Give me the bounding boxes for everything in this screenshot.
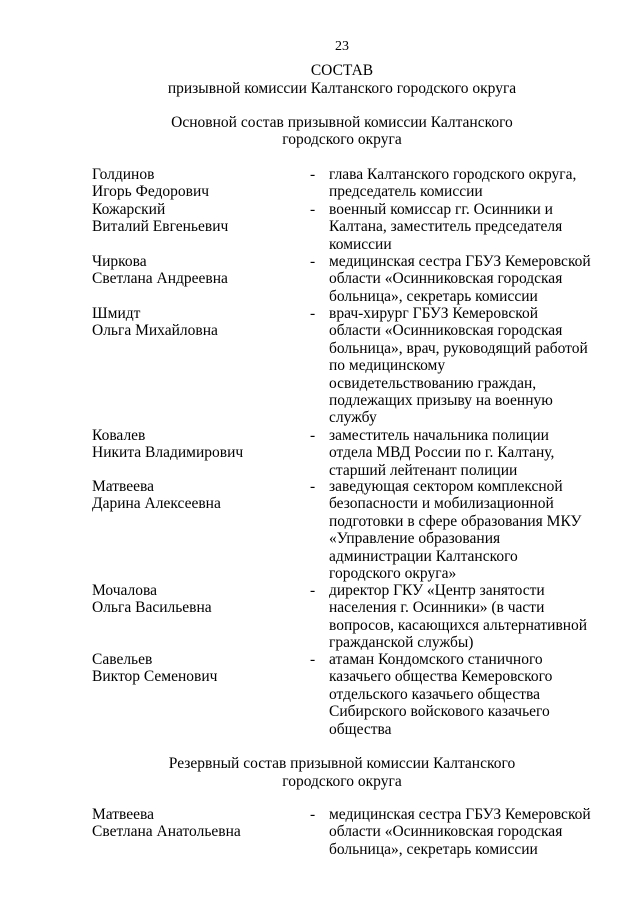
member-separator: - <box>310 806 316 823</box>
member-surname: Чиркова <box>92 253 147 270</box>
member-surname: Шмидт <box>92 305 141 322</box>
member-surname: Савельев <box>92 651 153 668</box>
member-role <box>329 253 591 305</box>
member-surname: Мочалова <box>92 582 158 599</box>
member-role-line: отдела МВД России по г. Калтану, <box>329 444 555 462</box>
member-separator: - <box>310 427 316 444</box>
member-role-line: городского округа» <box>329 565 457 583</box>
member-role-line: медицинская сестра ГБУЗ Кемеровской <box>329 806 591 823</box>
member-role-line: подготовки в сфере образования МКУ <box>329 512 582 530</box>
member-name <box>92 166 302 201</box>
main-section-heading: Основной состав призывной комиссии Калтанского <box>171 114 513 131</box>
document-title: СОСТАВ <box>310 62 374 79</box>
member-role-line: вопросов, касающихся альтернативной <box>329 616 588 634</box>
document-subtitle: призывной комиссии Калтанского городского округа <box>167 80 517 97</box>
member-name <box>92 651 302 686</box>
member-given-names: Виталий Евгеньевич <box>92 218 229 236</box>
member-role-line: области «Осинниковская городская <box>329 322 563 340</box>
member-separator: - <box>310 582 316 599</box>
member-given-names: Светлана Анатольевна <box>92 823 241 841</box>
member-role-line: населения г. Осинники» (в части <box>329 599 545 617</box>
member-role <box>329 651 591 738</box>
member-given-names: Дарина Алексеевна <box>92 495 221 513</box>
member-role-line: отдельского казачьего общества <box>329 685 541 703</box>
member-role-line: администрации Калтанского <box>329 547 518 565</box>
member-separator: - <box>310 478 316 495</box>
member-role-line: больница», врач, руководящий работой <box>329 339 588 357</box>
member-given-names: Светлана Андреевна <box>92 270 228 288</box>
member-separator: - <box>310 253 316 270</box>
member-role-line: военный комиссар гг. Осинники и <box>329 201 553 218</box>
member-name <box>92 201 302 236</box>
member-given-names: Игорь Федорович <box>92 183 210 201</box>
member-role-line: глава Калтанского городского округа, <box>329 166 577 183</box>
member-separator: - <box>310 305 316 322</box>
member-role <box>329 582 591 652</box>
member-name <box>92 478 302 513</box>
member-surname: Матвеева <box>92 478 155 495</box>
member-role <box>329 806 591 858</box>
member-role-line: области «Осинниковская городская <box>329 270 563 288</box>
member-separator: - <box>310 201 316 218</box>
member-role-line: медицинская сестра ГБУЗ Кемеровской <box>329 253 591 270</box>
member-given-names: Ольга Михайловна <box>92 322 218 340</box>
member-role <box>329 166 591 201</box>
member-role-line: гражданской службы) <box>329 634 474 652</box>
member-surname: Ковалев <box>92 427 146 444</box>
member-role-line: заместитель начальника полиции <box>329 427 549 444</box>
member-role-line: Сибирского войскового казачьего <box>329 703 550 721</box>
member-role-line: области «Осинниковская городская <box>329 823 563 841</box>
member-surname: Кожарский <box>92 201 166 218</box>
member-role-line: старший лейтенант полиции <box>329 461 518 479</box>
member-name <box>92 582 302 617</box>
member-name <box>92 305 302 340</box>
member-surname: Матвеева <box>92 806 155 823</box>
member-role <box>329 201 591 253</box>
member-given-names: Никита Владимирович <box>92 444 244 462</box>
member-role-line: подлежащих призыву на военную <box>329 392 553 410</box>
member-role-line: Калтана, заместитель председателя <box>329 218 563 236</box>
member-role-line: атаман Кондомского станичного <box>329 651 543 668</box>
member-role-line: службу <box>329 409 377 427</box>
member-given-names: Ольга Васильевна <box>92 599 212 617</box>
member-role-line: директор ГКУ «Центр занятости <box>329 582 545 599</box>
member-role-line: казачьего общества Кемеровского <box>329 668 553 686</box>
member-separator: - <box>310 166 316 183</box>
member-role-line: освидетельствованию граждан, <box>329 374 537 392</box>
member-role-line: врач-хирург ГБУЗ Кемеровской <box>329 305 539 322</box>
member-role-line: председатель комиссии <box>329 183 483 201</box>
member-role-line: больница», секретарь комиссии <box>329 840 538 858</box>
reserve-section-heading: Резервный состав призывной комиссии Калтанского <box>168 755 516 772</box>
member-role-line: комиссии <box>329 235 392 253</box>
page-number: 23 <box>335 39 349 54</box>
reserve-section-heading-cont: городского округа <box>282 773 402 790</box>
member-role <box>329 427 591 479</box>
member-role <box>329 305 591 427</box>
member-separator: - <box>310 651 316 668</box>
member-role-line: по медицинскому <box>329 357 446 375</box>
member-name <box>92 806 302 841</box>
member-name <box>92 427 302 462</box>
member-role-line: «Управление образования <box>329 530 501 548</box>
member-role <box>329 478 591 582</box>
member-role-line: заведующая сектором комплексной <box>329 478 563 495</box>
main-section-heading-cont: городского округа <box>282 131 402 148</box>
member-surname: Голдинов <box>92 166 155 183</box>
member-role-line: общества <box>329 720 392 738</box>
member-role-line: больница», секретарь комиссии <box>329 287 538 305</box>
member-role-line: безопасности и мобилизационной <box>329 495 554 513</box>
member-name <box>92 253 302 288</box>
member-given-names: Виктор Семенович <box>92 668 218 686</box>
